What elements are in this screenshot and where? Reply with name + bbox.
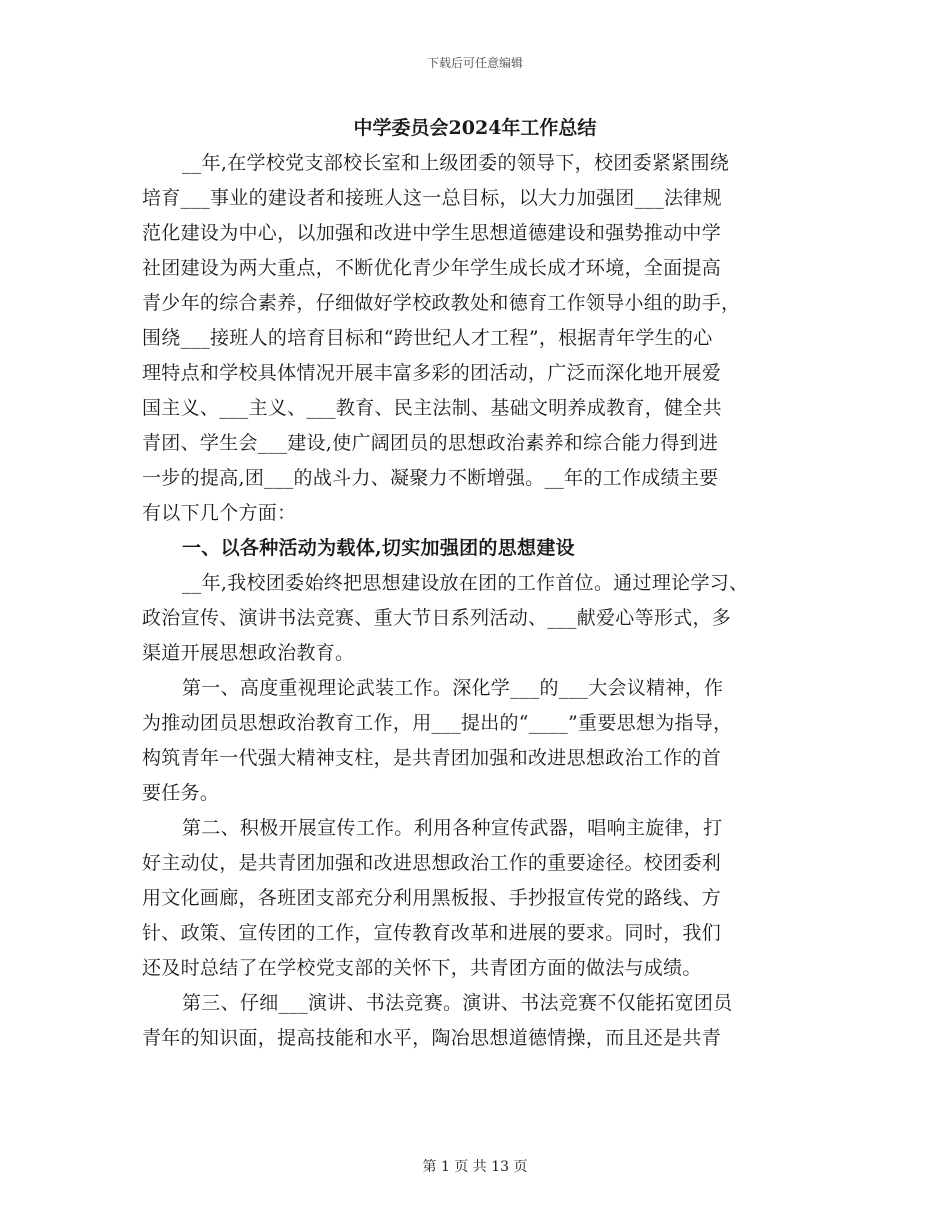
body-line: 第二、积极开展宣传工作。利用各种宣传武器，唱响主旋律，打 — [182, 817, 723, 839]
body-line: __年,在学校党支部校长室和上级团委的领导下，校团委紧紧围绕 — [182, 152, 730, 174]
body-line: 还及时总结了在学校党支部的关怀下，共青团方面的做法与成绩。 — [142, 957, 702, 979]
body-line: 为推动团员思想政治教育工作，用___提出的“____”重要思想为指导， — [142, 712, 733, 734]
body-line: 理特点和学校具体情况开展丰富多彩的团活动，广泛而深化地开展爱 — [142, 362, 722, 384]
body-line: 有以下几个方面： — [142, 502, 297, 524]
body-line: 要任务。 — [142, 782, 220, 804]
page-footer-number: 第 1 页 共 13 页 — [422, 1159, 528, 1175]
section-heading: 一、以各种活动为载体,切实加强团的思想建设 — [182, 537, 575, 559]
body-line: 范化建设为中心，以加强和改进中学生思想道德建设和强势推动中学 — [142, 222, 722, 244]
body-line: 针、政策、宣传团的工作，宣传教育改革和进展的要求。同时，我们 — [142, 922, 722, 944]
body-line: 一步的提高,团___的战斗力、凝聚力不断增强。__年的工作成绩主要 — [142, 467, 719, 489]
body-line: 青少年的综合素养，仔细做好学校政教处和德育工作领导小组的助手， — [142, 292, 741, 314]
body-line: 青团、学生会___建设,使广阔团员的思想政治素养和综合能力得到进 — [142, 432, 719, 454]
document-title: 中学委员会2024年工作总结 — [353, 117, 597, 139]
body-line: 构筑青年一代强大精神支柱，是共青团加强和改进思想政治工作的首 — [142, 747, 722, 769]
body-line: __年,我校团委始终把思想建设放在团的工作首位。通过理论学习、 — [182, 572, 749, 594]
body-line: 第三、仔细___演讲、书法竞赛。演讲、书法竞赛不仅能拓宽团员 — [182, 992, 733, 1014]
body-line: 渠道开展思想政治教育。 — [142, 642, 355, 664]
body-line: 用文化画廊，各班团支部充分利用黑板报、手抄报宣传党的路线、方 — [142, 887, 722, 909]
document-body — [142, 146, 806, 1056]
body-line: 政治宣传、演讲书法竞赛、重大节日系列活动、___献爱心等形式，多 — [142, 607, 732, 629]
body-line: 好主动仗，是共青团加强和改进思想政治工作的重要途径。校团委利 — [142, 852, 722, 874]
body-line: 青年的知识面，提高技能和水平，陶冶思想道德情操，而且还是共青 — [142, 1027, 722, 1049]
body-line: 国主义、___主义、___教育、民主法制、基础文明养成教育，健全共 — [142, 397, 722, 419]
body-line: 围绕___接班人的培育目标和“跨世纪人才工程”，根据青年学生的心 — [142, 327, 713, 349]
page-header-note: 下载后可任意编辑 — [426, 56, 523, 70]
body-line: 培育___事业的建设者和接班人这一总目标，以大力加强团___法律规 — [142, 187, 722, 209]
body-line: 第一、高度重视理论武装工作。深化学___的___大会议精神，作 — [182, 677, 724, 699]
body-line: 社团建设为两大重点，不断优化青少年学生成长成才环境，全面提高 — [142, 257, 722, 279]
